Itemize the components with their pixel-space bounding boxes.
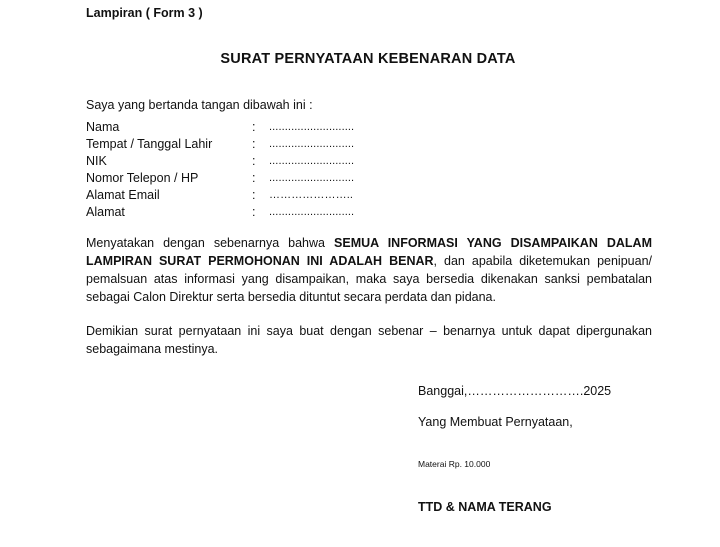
signature-name-label: TTD & NAMA TERANG: [418, 500, 552, 514]
field-row-alamat: [86, 204, 406, 221]
field-value: …………………..: [269, 189, 354, 201]
field-row-email: [86, 187, 406, 204]
identity-fields: [86, 119, 406, 221]
field-label: Nama: [86, 120, 120, 134]
field-label: Tempat / Tanggal Lahir: [86, 137, 213, 151]
statement-part2: , dan apabila diketemukan penipuan/ pemalsuan atas informasi yang disampaikan, maka saya bersedia dikenakan sanksi pembatalan sebagai Calon Direktur serta bersedia dituntut secara perdata dan pidana.: [86, 254, 652, 304]
field-row-nama: [86, 119, 406, 136]
field-row-nik: [86, 153, 406, 170]
document-title: SURAT PERNYATAAN KEBENARAN DATA: [220, 51, 516, 67]
statement-part1: Menyatakan dengan sebenarnya bahwa: [86, 236, 335, 250]
field-colon: :: [252, 205, 256, 219]
field-colon: :: [252, 154, 256, 168]
field-value: ...........................: [269, 121, 355, 133]
field-value: ...........................: [269, 172, 355, 184]
place-date: Banggai,……………………….2025: [418, 384, 612, 398]
field-value: ...........................: [269, 155, 355, 167]
field-value: ...........................: [269, 138, 355, 150]
field-colon: :: [252, 120, 256, 134]
materai-label: Materai Rp. 10.000: [418, 459, 491, 469]
statement-bold: SEMUA INFORMASI YANG DISAMPAIKAN DALAM LAMPIRAN SURAT PERMOHONAN INI ADALAH BENAR: [86, 236, 652, 268]
field-label: Alamat Email: [86, 188, 160, 202]
signer-label: Yang Membuat Pernyataan,: [418, 415, 573, 429]
intro-text: Saya yang bertanda tangan dibawah ini :: [86, 98, 313, 112]
field-row-ttl: [86, 136, 406, 153]
field-row-telepon: [86, 170, 406, 187]
field-colon: :: [252, 171, 256, 185]
field-colon: :: [252, 188, 256, 202]
lampiran-label: Lampiran ( Form 3 ): [86, 6, 203, 20]
field-label: Nomor Telepon / HP: [86, 171, 199, 185]
field-value: ...........................: [269, 206, 355, 218]
statement-paragraph: [86, 234, 652, 306]
closing-paragraph: Demikian surat pernyataan ini saya buat dengan sebenar – benarnya untuk dapat dipergunakan sebagaimana mestinya.: [86, 324, 652, 356]
field-colon: :: [252, 137, 256, 151]
field-label: Alamat: [86, 205, 125, 219]
field-label: NIK: [86, 154, 107, 168]
